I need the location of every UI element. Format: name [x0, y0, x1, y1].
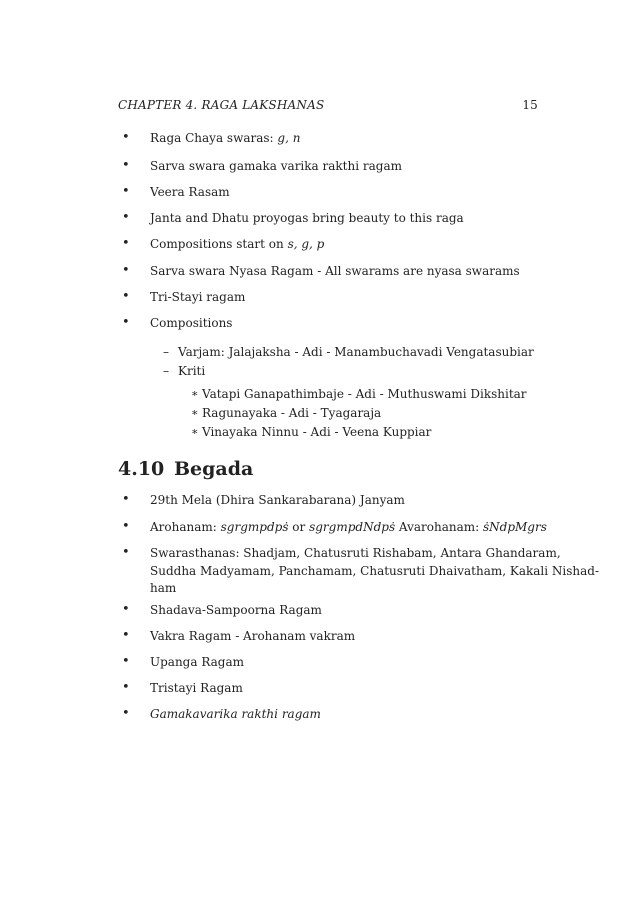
- bullet-icon: [122, 654, 130, 670]
- list-item: Veera Rasam: [150, 185, 230, 199]
- kriti-item: Vatapi Ganapathimbaje - Adi - Muthuswami Dikshitar: [202, 387, 527, 401]
- raga-chaya-label: Raga Chaya swaras:: [150, 131, 278, 145]
- arohanam-value-1: sgrgmpdpṡ: [220, 520, 289, 534]
- bullet-icon: [122, 492, 130, 508]
- list-item: Upanga Ragam: [150, 655, 245, 669]
- bullet-icon: [122, 706, 130, 722]
- bullet-icon: [122, 263, 130, 279]
- arohanam-value-2: sgrgmpdNdpṡ: [309, 520, 396, 534]
- sub-item-kriti: Kriti: [178, 364, 206, 378]
- bullet-icon: [122, 236, 130, 252]
- dash-icon: [163, 363, 169, 379]
- list-item: 29th Mela (Dhira Sankarabarana) Janyam: [150, 493, 405, 507]
- bullet-icon: [122, 628, 130, 644]
- list-item: Tristayi Ragam: [150, 681, 243, 695]
- bullet-icon: [122, 680, 130, 696]
- list-item: Janta and Dhatu proyogas bring beauty to this raga: [150, 211, 464, 225]
- kriti-item: Ragunayaka - Adi - Tyagaraja: [202, 406, 382, 420]
- bullet-icon: [122, 315, 130, 331]
- bullet-icon: [122, 210, 130, 226]
- list-item: Shadava-Sampoorna Ragam: [150, 603, 322, 617]
- bullet-icon: [122, 158, 130, 174]
- arohanam-or: or: [288, 520, 310, 534]
- avarohanam-value: ṡNdpMgrs: [483, 520, 547, 534]
- list-item-swarasthanas-line-2: Suddha Madyamam, Panchamam, Chatusruti Dhaivatham, Kakali Nishad-: [150, 564, 600, 578]
- list-item-swarasthanas-line-1: Swarasthanas: Shadjam, Chatusruti Rishabam, Antara Ghandaram,: [150, 546, 561, 560]
- running-header: [118, 98, 538, 116]
- list-item-swarasthanas-line-3: ham: [150, 581, 177, 595]
- bullet-icon: [122, 519, 130, 535]
- bullet-icon: [122, 289, 130, 305]
- asterisk-icon: [191, 405, 198, 421]
- compositions-start-label: Compositions start on: [150, 237, 288, 251]
- bullet-icon: [122, 184, 130, 200]
- asterisk-icon: [191, 386, 198, 402]
- dash-icon: [163, 344, 169, 360]
- chapter-title: CHAPTER 4. RAGA LAKSHANAS: [118, 98, 325, 112]
- list-item: Sarva swara gamaka varika rakthi ragam: [150, 159, 402, 173]
- arohanam-label: Arohanam:: [150, 520, 221, 534]
- list-item: Sarva swara Nyasa Ragam - All swarams are nyasa swarams: [150, 264, 520, 278]
- bullet-icon: [122, 130, 130, 146]
- bullet-icon: [122, 602, 130, 618]
- kriti-item: Vinayaka Ninnu - Adi - Veena Kuppiar: [202, 425, 432, 439]
- asterisk-icon: [191, 424, 198, 440]
- avarohanam-label: Avarohanam:: [395, 520, 483, 534]
- sub-item-varjam: Varjam: Jalajaksha - Adi - Manambuchavadi Vengatasubiar: [178, 345, 534, 359]
- page-number: 15: [522, 98, 538, 112]
- list-item: Tri-Stayi ragam: [150, 290, 246, 304]
- raga-chaya-value: g, n: [277, 131, 301, 145]
- compositions-start-value: s, g, p: [287, 237, 325, 251]
- list-item-raga-chaya: [150, 130, 300, 146]
- list-item: Vakra Ragam - Arohanam vakram: [150, 629, 356, 643]
- section-title: Begada: [174, 458, 254, 480]
- list-item: Compositions: [150, 316, 233, 330]
- list-item: Gamakavarika rakthi ragam: [150, 707, 321, 721]
- section-number: 4.10: [118, 458, 165, 480]
- list-item-compositions-start: [150, 236, 324, 252]
- list-item-arohanam: [150, 519, 547, 535]
- bullet-icon: [122, 545, 130, 561]
